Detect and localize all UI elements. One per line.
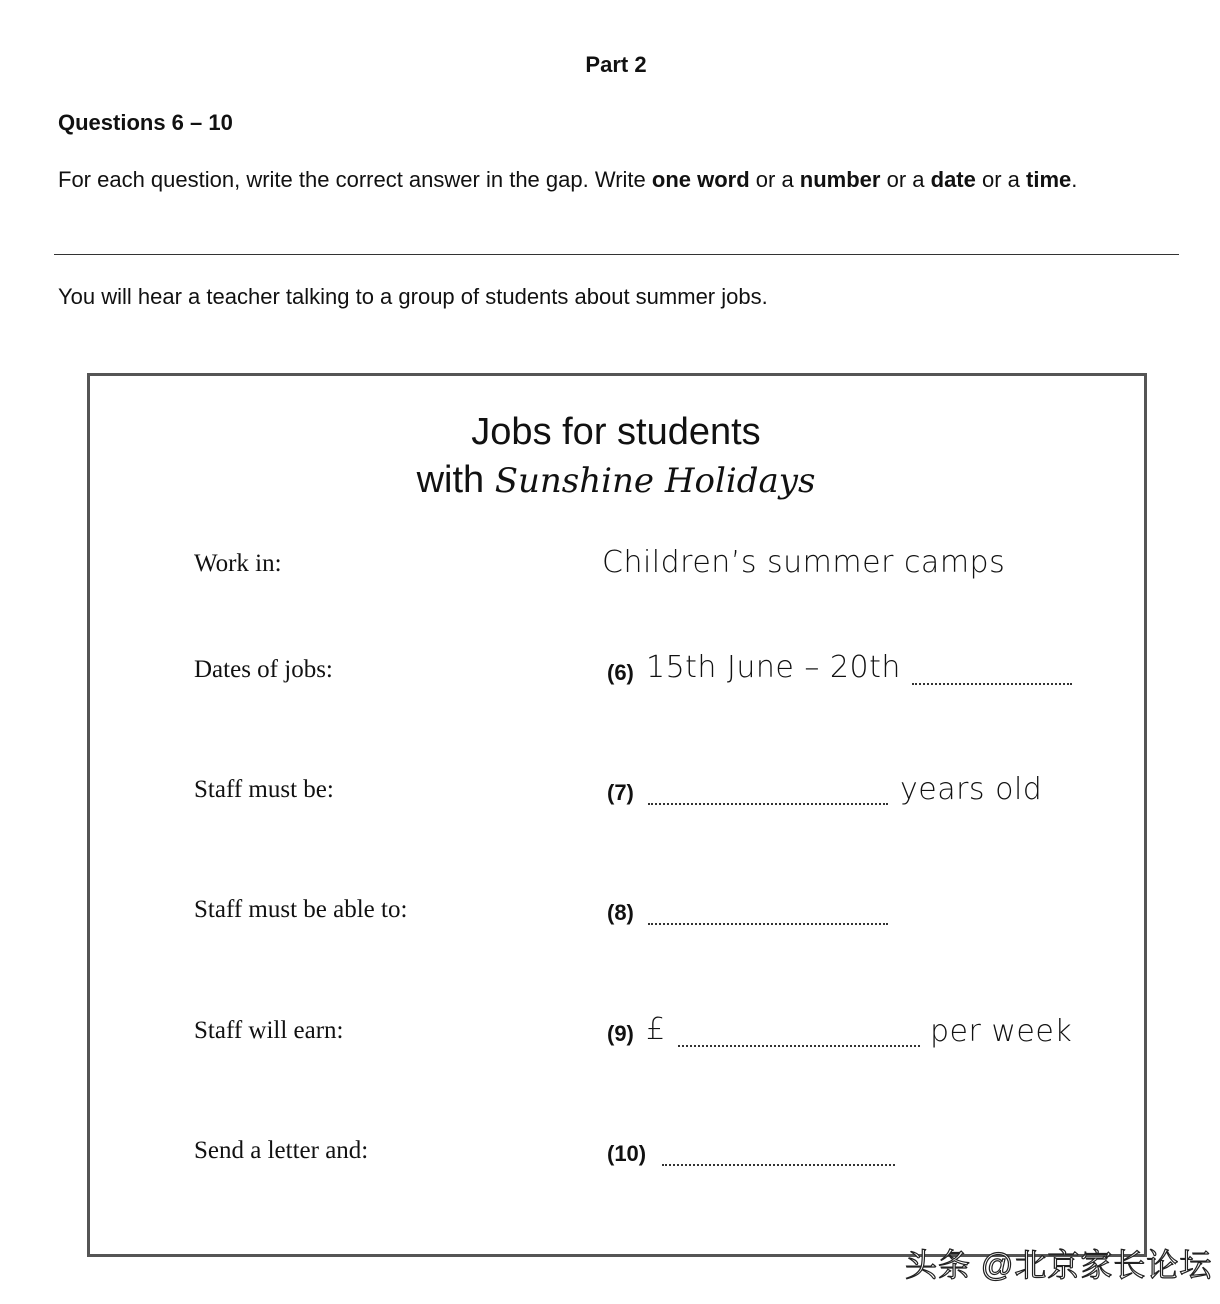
row-label-send-letter: Send a letter and:: [194, 1137, 369, 1164]
brand-name: Sunshine Holidays: [494, 461, 816, 501]
pound-sign: £: [646, 1012, 666, 1047]
answer-gap-9[interactable]: [678, 1045, 920, 1047]
instruction-text: or a: [880, 167, 931, 192]
watermark: 头条 @北京家长论坛: [905, 1247, 1213, 1283]
part-title: Part 2: [585, 52, 647, 77]
question-number-10: (10): [607, 1141, 647, 1166]
answer-gap-10[interactable]: [662, 1164, 895, 1166]
instruction-time: time: [1026, 167, 1072, 192]
answer-gap-8[interactable]: [648, 923, 888, 925]
instruction-text: .: [1071, 167, 1078, 192]
instruction-number: number: [799, 167, 881, 192]
row-label-able-to: Staff must be able to:: [194, 896, 408, 923]
answer-gap-6[interactable]: [912, 683, 1072, 685]
row-label-work-in: Work in:: [194, 550, 282, 577]
row-label-earn: Staff will earn:: [194, 1017, 344, 1044]
notes-form-box: [87, 373, 1147, 1257]
row-label-dates: Dates of jobs:: [194, 656, 333, 683]
instructions: [58, 166, 1168, 194]
age-suffix-text: years old: [900, 772, 1043, 807]
form-title: [0, 408, 1220, 505]
earn-suffix-text: per week: [930, 1014, 1073, 1049]
instruction-text: For each question, write the correct answer in the gap. Write: [58, 167, 652, 192]
answer-gap-7[interactable]: [648, 803, 888, 805]
form-title-line1: Jobs for students: [471, 411, 761, 453]
listening-intro: You will hear a teacher talking to a group of students about summer jobs.: [58, 284, 768, 309]
dates-prefix-text: 15th June – 20th: [646, 650, 901, 685]
instruction-text: or a: [975, 167, 1027, 192]
form-title-prefix: with: [416, 459, 495, 501]
instruction-date: date: [930, 167, 976, 192]
question-number-7: (7): [607, 780, 634, 805]
question-number-8: (8): [607, 900, 634, 925]
questions-title: Questions 6 – 10: [58, 110, 233, 135]
instruction-text: or a: [749, 167, 800, 192]
question-number-9: (9): [607, 1021, 634, 1046]
question-number-6: (6): [607, 660, 634, 685]
row-label-staff-must-be: Staff must be:: [194, 776, 334, 803]
divider: [54, 254, 1179, 255]
instruction-one-word: one word: [651, 167, 750, 192]
form-title-line2: [0, 456, 1220, 505]
work-in-answer: Children’s summer camps: [602, 545, 1006, 580]
